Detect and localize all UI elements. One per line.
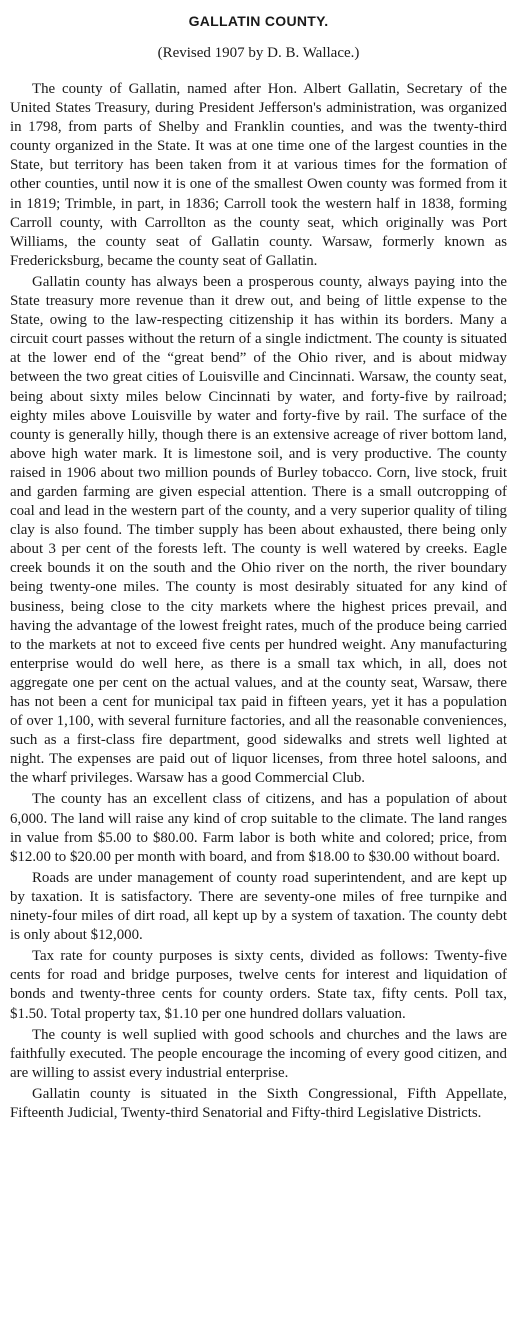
page-title: GALLATIN COUNTY. [188,13,329,29]
paragraph-schools-churches: The county is well suplied with good schools and churches and the laws are faithfully executed. The people encourage the incoming of every good citizen, and are willing to assist every industrial enterprise. [10,1026,507,1081]
revision-note: (Revised 1907 by D. B. Wallace.) [157,45,360,61]
paragraph-population-land: The county has an excellent class of citizens, and has a population of about 6,000. The land will raise any kind of crop suitable to the climate. The land ranges in value from $5.00 to $80.00. Farm labor is both white and colored; price, from $12.00 to $20.00 per month with board, and from $18.00 to $30.00 without board. [10,791,507,865]
paragraph-tax-rate: Tax rate for county purposes is sixty cents, divided as follows: Twenty-five cents for road and bridge purposes, twelve cents for interest and liquidation of bonds and twenty-three cents for county orders. State tax, fifty cents. Poll tax, $1.50. Total property tax, $1.10 per one hundred dollars valuation. [10,948,507,1022]
paragraph-description: Gallatin county has always been a prosperous county, always paying into the State treasury more revenue than it drew out, and being of little expense to the State, owing to the law-respecting citizenship it has within its borders. Many a circuit court passes without the return of a single indictment. The county is situated at the lower end of the “great bend” of the Ohio river, and is about midway between the two great cities of Louisville and Cincinnati. Warsaw, the county seat, being about sixty miles below Cincinnati by water, and forty-five by railroad; eighty miles above Louisville by water and forty-five by rail. The surface of the county is generally hilly, though there is an extensive acreage of river bottom land, above high water mark. It is limestone soil, and is very productive. The county raised in 1906 about two million pounds of Burley tobacco. Corn, live stock, fruit and garden farming are given especial attention. There is a small outcropping of coal and lead in the western part of the county, and a very superior quality of tiling clay is also found. The timber supply has been about exhausted, there being only about 3 per cent of the forests left. The county is well watered by creeks. Eagle creek bounds it on the south and the Ohio river on the north, the river boundary being twenty-one miles. The county is most desirably situated for any kind of business, being close to the city markets where the highest prices prevail, and having the advantage of the lowest freight rates, much of the produce being carried to the markets at not to exceed five cents per hundred weight. Any manufacturing enterprise would do well here, as there is a small tax which, in all, does not aggregate one per cent on the actual values, and at the county seat, Warsaw, there has not been a cent for municipal tax paid in fifteen years, yet it has a population of over 1,100, with several furniture factories, and all the reasonable conveniences, such as a first-class fire department, good sidewalks and strets well lighted at night. The expenses are paid out of liquor licenses, from three hotel saloons, and the wharf privileges. Warsaw has a good Commercial Club. [10,273,507,787]
paragraph-roads: Roads are under management of county road superintendent, and are kept up by taxation. It is satisfactory. There are seventy-one miles of free turnpike and ninety-four miles of dirt road, all kept up by a system of taxation. The county debt is only about $12,000. [10,869,507,944]
paragraph-history: The county of Gallatin, named after Hon. Albert Gallatin, Secretary of the United States Treasury, during President Jefferson's administration, was organized in 1798, from parts of Shelby and Franklin counties, and was the twenty-third county organized in the State. It was at one time one of the largest counties in the State, but territory has been taken from it at various times for the formation of other counties, until now it is one of the smallest Owen county was formed from it in 1819; Trimble, in part, in 1836; Carroll took the western half in 1838, forming Carroll county, with Carrollton as the county seat, which originally was Port Williams, the county seat of Gallatin county. Warsaw, formerly known as Fredericksburg, became the county seat of Gallatin. [10,81,507,269]
paragraph-districts: Gallatin county is situated in the Sixth Congressional, Fifth Appellate, Fifteenth Judicial, Twenty-third Senatorial and Fifty-third Legislative Districts. [10,1085,507,1121]
